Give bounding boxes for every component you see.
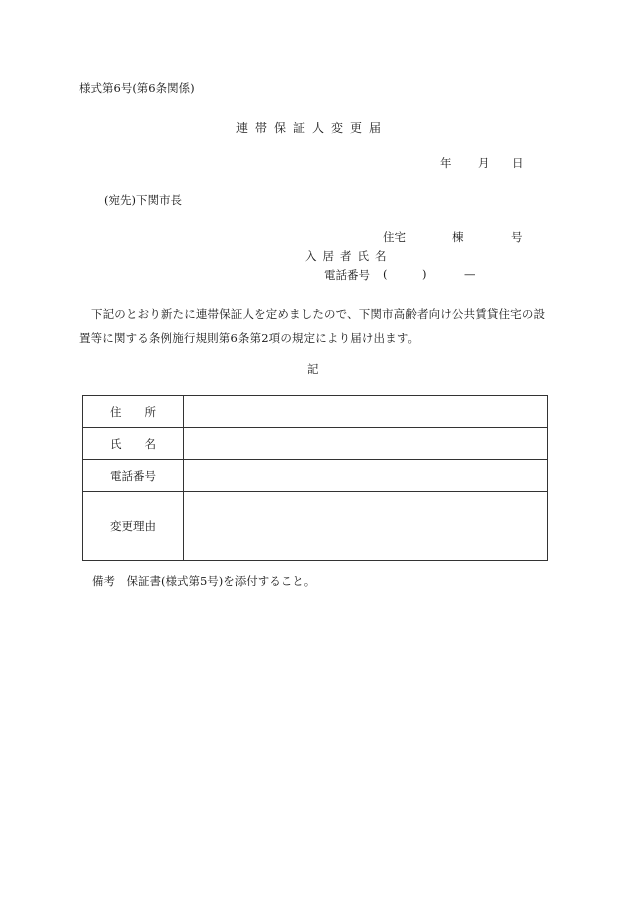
phone-close-paren: ) [422,267,427,281]
phone-label: 電話番号 [324,268,370,282]
table-row [83,460,548,492]
resident-name-label: 入居者氏名 [305,249,393,263]
table-row [83,428,548,460]
change-reason-value[interactable] [184,492,548,561]
name-label: 氏 名 [83,428,184,460]
table-row [83,396,548,428]
phone-open-paren: ( [383,267,388,281]
unit-label: 号 [511,230,523,244]
details-table [82,395,548,561]
building-label: 棟 [452,230,464,244]
ki-heading: 記 [307,362,319,376]
resident-block [300,229,540,289]
date-year-label: 年 [440,156,452,170]
table-row [83,492,548,561]
residence-label: 住宅 [383,230,406,244]
form-number: 様式第6号(第6条関係) [79,81,195,95]
date-month-label: 月 [478,156,490,170]
date-day-label: 日 [512,156,524,170]
change-reason-label: 変更理由 [83,492,184,561]
address-value[interactable] [184,396,548,428]
name-value[interactable] [184,428,548,460]
phone-number-label: 電話番号 [83,460,184,492]
phone-number-value[interactable] [184,460,548,492]
addressee: (宛先)下関市長 [104,193,182,207]
body-text: 下記のとおり新たに連帯保証人を定めましたので、下関市高齢者向け公共賃貸住宅の設置等に関する条例施行規則第6条第2項の規定により届け出ます。 [79,307,546,345]
address-label: 住 所 [83,396,184,428]
remarks-note: 備考 保証書(様式第5号)を添付すること。 [92,574,316,588]
phone-dash: — [464,267,476,281]
document-title: 連帯保証人変更届 [236,121,389,135]
